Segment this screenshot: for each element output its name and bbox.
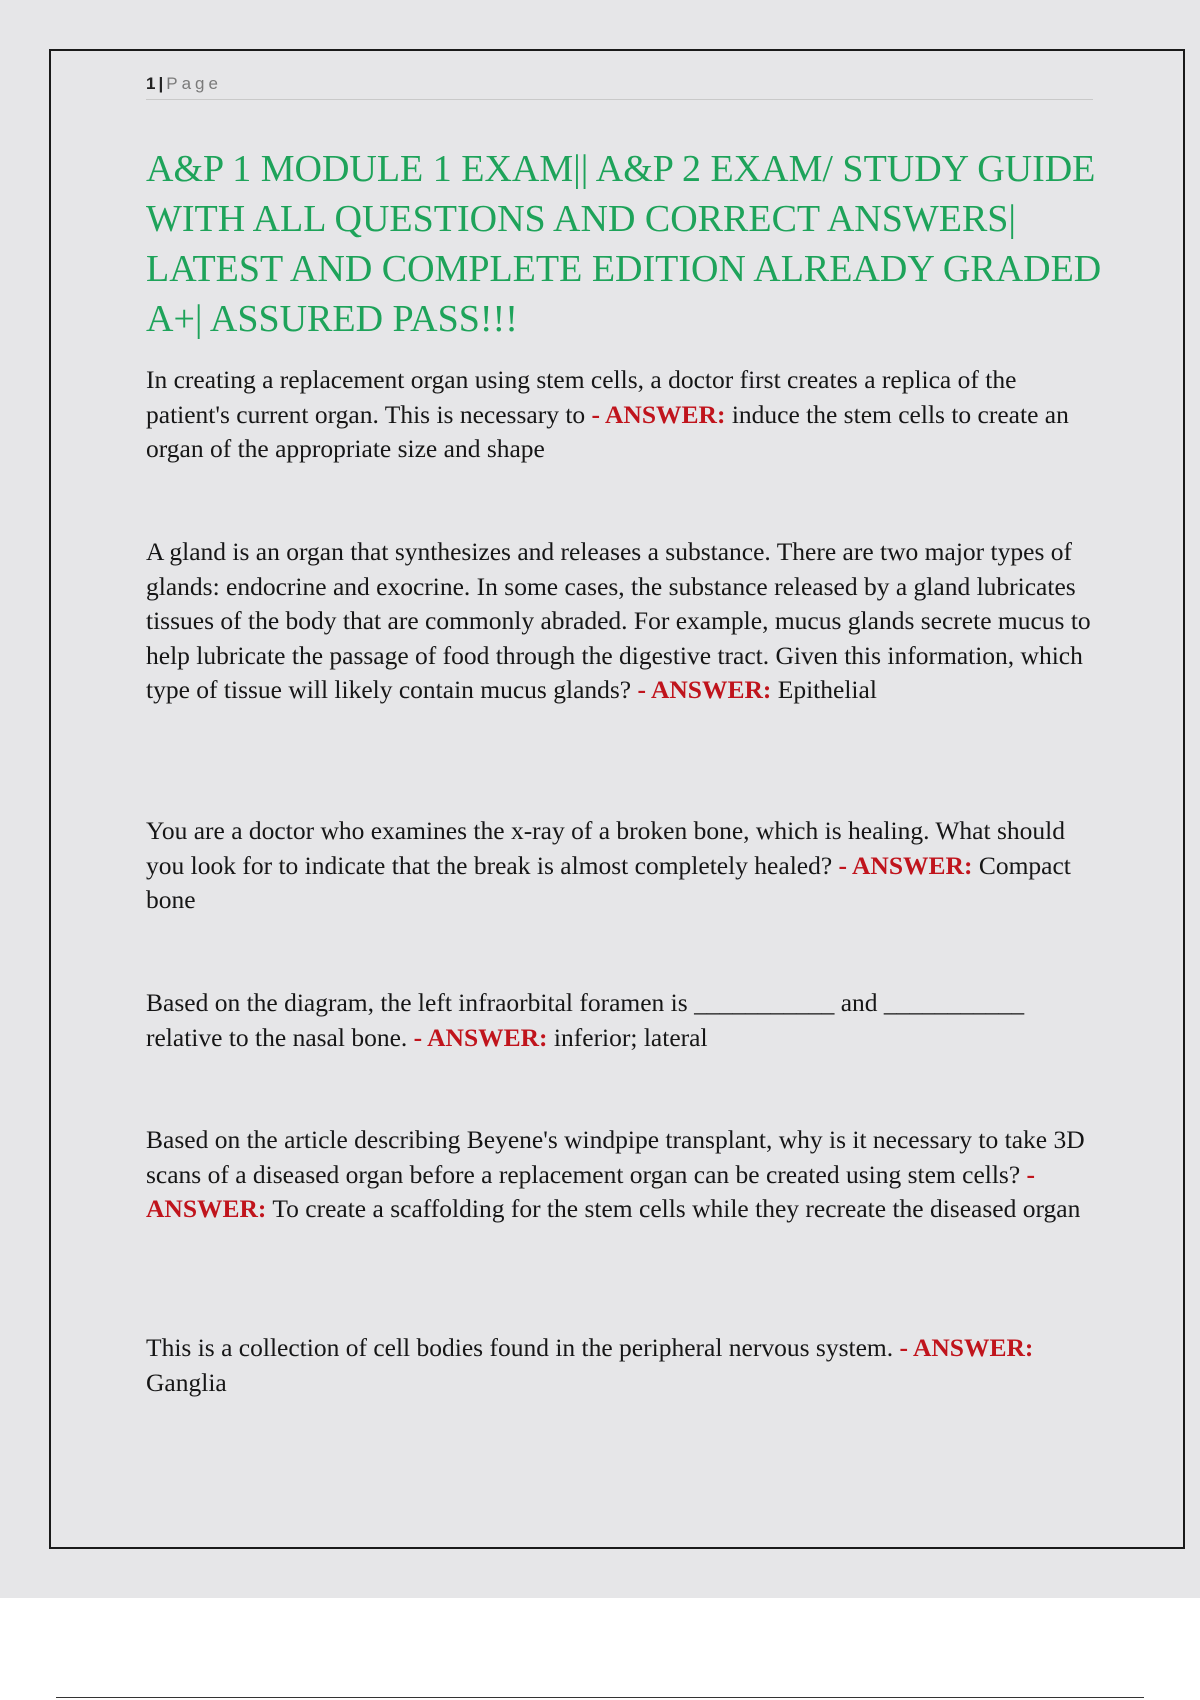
qa-item-3 [146, 814, 1106, 918]
page-word: Page [166, 74, 222, 93]
bottom-rule [56, 1697, 1144, 1698]
answer-label: - ANSWER: [838, 850, 973, 880]
answer-text: inferior; lateral [553, 1022, 708, 1052]
page-separator: | [158, 74, 164, 93]
answer-label: - ANSWER: [591, 399, 726, 429]
document-title: A&P 1 MODULE 1 EXAM|| A&P 2 EXAM/ STUDY GUIDE WITH ALL QUESTIONS AND CORRECT ANSWERS| LATEST AND COMPLETE EDITION ALREADY GRADED A+| ASSURED PASS!!! [146, 148, 1102, 340]
qa-item-2 [146, 535, 1106, 708]
page-frame [49, 49, 1185, 1549]
qa-item-5 [146, 1123, 1106, 1227]
question-text: Based on the diagram, the left infraorbital foramen is ___________ and ___________ relative to the nasal bone. [146, 988, 1025, 1052]
answer-text: To create a scaffolding for the stem cells while they recreate the diseased organ [272, 1194, 1081, 1223]
answer-text: Compact bone [146, 850, 1071, 914]
question-text: A gland is an organ that synthesizes and releases a substance. There are two major types of glands: endocrine and exocrine. In some cases, the substance released by a gland lubricates tissues of the body that are commonly abraded. For example, mucus glands secrete mucus to help lubricate the passage of food through the digestive tract. Given this information, which type of tissue will likely contain mucus glands? [146, 537, 1091, 704]
question-text: You are a doctor who examines the x-ray of a broken bone, which is healing. What should you look for to indicate that the break is almost completely healed? [146, 816, 1065, 880]
answer-label: - ANSWER: [146, 1159, 1036, 1223]
answer-text: induce the stem cells to create an organ of the appropriate size and shape [146, 399, 1069, 463]
question-text: This is a collection of cell bodies found in the peripheral nervous system. [146, 1333, 894, 1362]
qa-item-6 [146, 1331, 1106, 1400]
answer-label: - ANSWER: [637, 675, 772, 704]
page-number: 1 [146, 74, 156, 93]
answer-label: - ANSWER: [413, 1022, 548, 1052]
answer-label: - ANSWER: [899, 1333, 1034, 1362]
page-header [146, 73, 1093, 100]
question-text: Based on the article describing Beyene's windpipe transplant, why is it necessary to take 3D scans of a diseased organ before a replacement organ can be created using stem cells? [146, 1125, 1085, 1189]
question-text: In creating a replacement organ using stem cells, a doctor first creates a replica of the patient's current organ. This is necessary to [146, 365, 1017, 429]
qa-item-1 [146, 363, 1106, 467]
qa-item-4 [146, 986, 1106, 1055]
answer-text: Epithelial [777, 675, 877, 704]
answer-text: Ganglia [146, 1367, 227, 1397]
